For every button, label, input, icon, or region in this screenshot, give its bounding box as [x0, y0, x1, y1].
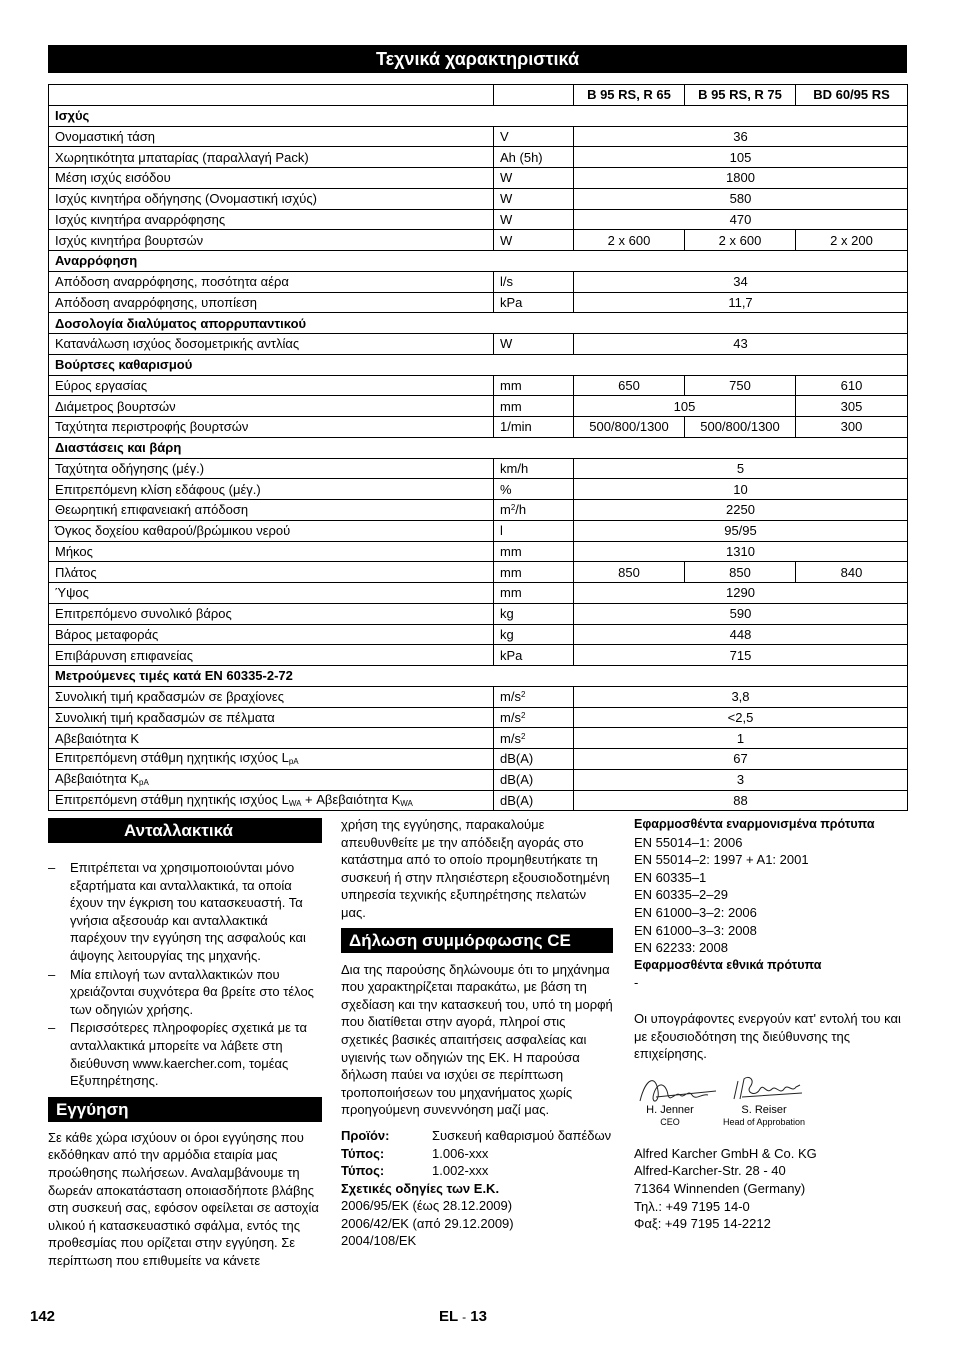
row-unit: W — [494, 334, 574, 355]
table-row — [49, 583, 908, 604]
list-item: – Μία επιλογή των ανταλλακτικών που χρειάζονται συχνότερα θα βρείτε στο τέλος των οδηγιών χρήσης. — [48, 966, 314, 1017]
standard-item: EN 55014–1: 2006 — [634, 834, 743, 850]
ce-text: Δια της παρούσης δηλώνουμε ότι το μηχάνημα που χαρακτηρίζεται παρακάτω, με βάση τη σχεδίαση και την κατασκευή του, υπό τη μορφή που διατίθεται στην αγορά, πληροί στις σχετικές βασικές απαιτήσεις ασφαλείας και υγιεινής των οδηγιών της ΕΚ. Η παρούσα δήλωση παύει να ισχύει σε περίπτωση τροποποιήσεων του μηχανήματος χωρίς προηγούμενη συνεννόηση μαζί μας. — [341, 961, 613, 1118]
table-row — [49, 458, 908, 479]
row-label: Μέση ισχύς εισόδου — [49, 168, 494, 189]
row-value: 3 — [574, 769, 908, 790]
row-unit: $m/s^2$ — [494, 707, 574, 728]
section-row — [49, 105, 908, 126]
row-label: Ισχύς κινητήρα βουρτσών — [49, 230, 494, 251]
row-value: 3,8 — [574, 686, 908, 707]
row-label: Επιτρεπόμενο συνολικό βάρος — [49, 603, 494, 624]
spare-parts-heading: Ανταλλακτικά — [48, 818, 322, 843]
table-row — [49, 375, 908, 396]
row-unit: W — [494, 188, 574, 209]
row-value: 715 — [574, 645, 908, 666]
table-row — [49, 396, 908, 417]
section-label: Βούρτσες καθαρισμού — [49, 354, 908, 375]
row-value: 470 — [574, 209, 908, 230]
row-unit: l — [494, 520, 574, 541]
row-value: 305 — [796, 396, 908, 417]
table-row — [49, 209, 908, 230]
row-value: 2250 — [574, 500, 908, 521]
signer-jenner — [634, 1104, 706, 1128]
row-value: 34 — [574, 271, 908, 292]
table-row — [49, 292, 908, 313]
signer-name: H. Jenner — [646, 1103, 694, 1116]
row-unit: mm — [494, 562, 574, 583]
table-row — [49, 686, 908, 707]
page-title: Τεχνικά χαρακτηριστικά — [48, 45, 907, 73]
section-row — [49, 251, 908, 272]
specs-table — [48, 84, 908, 811]
table-row — [49, 271, 908, 292]
directives-heading: Σχετικές οδηγίες των Ε.Κ. — [341, 1180, 500, 1196]
row-unit: km/h — [494, 458, 574, 479]
row-value: 36 — [574, 126, 908, 147]
row-label: Απόδοση αναρρόφησης, ποσότητα αέρα — [49, 271, 494, 292]
row-unit: $m/s^2$ — [494, 728, 574, 749]
row-label: Ταχύτητα περιστροφής βουρτσών — [49, 417, 494, 438]
row-unit: kg — [494, 603, 574, 624]
row-label: Όγκος δοχείου καθαρού/βρώμικου νερού — [49, 520, 494, 541]
row-unit: 1/min — [494, 417, 574, 438]
national-value: - — [634, 975, 639, 991]
row-label: Ισχύς κινητήρα αναρρόφησης — [49, 209, 494, 230]
row-label: Συνολική τιμή κραδασμών σε πέλματα — [49, 707, 494, 728]
directive-item: 2006/95/ΕΚ (έως 28.12.2009) — [341, 1198, 513, 1214]
table-header-row — [49, 85, 908, 106]
table-row — [49, 645, 908, 666]
row-value: 43 — [574, 334, 908, 355]
standard-item: EN 61000–3–3: 2008 — [634, 922, 757, 938]
list-item: – Περισσότερες πληροφορίες σχετικά με τα ανταλλακτικά μπορείτε να λάβετε στη διεύθυνση www.kaercher.com, τομέας Εξυπηρέτησης. — [48, 1020, 307, 1089]
row-label: Ισχύς κινητήρα οδήγησης (Ονομαστική ισχύς) — [49, 188, 494, 209]
row-label: Αβεβαιότητα K — [49, 728, 494, 749]
row-value: 2 x 600 — [574, 230, 685, 251]
section-row — [49, 354, 908, 375]
section-label: Αναρρόφηση — [49, 251, 908, 272]
section-label: Μετρούμενες τιμές κατά EN 60335-2-72 — [49, 666, 908, 687]
row-unit: mm — [494, 375, 574, 396]
row-label: Ταχύτητα οδήγησης (μέγ.) — [49, 458, 494, 479]
row-value: 850 — [685, 562, 796, 583]
table-row — [49, 334, 908, 355]
table-row — [49, 749, 908, 770]
row-value: 500/800/1300 — [685, 417, 796, 438]
standard-item: EN 62233: 2008 — [634, 940, 728, 956]
row-value: 10 — [574, 479, 908, 500]
table-row — [49, 624, 908, 645]
signatories-text: Οι υπογράφοντες ενεργούν κατ' εντολή του και με εξουσιοδότηση της διεύθυνσης της επιχείρησης. — [634, 1010, 901, 1062]
column-right — [634, 816, 906, 1233]
row-unit: kPa — [494, 645, 574, 666]
row-label: Θεωρητική επιφανειακή απόδοση — [49, 500, 494, 521]
row-value: 650 — [574, 375, 685, 396]
row-unit: dB(A) — [494, 790, 574, 811]
row-unit: dB(A) — [494, 749, 574, 770]
row-value: 610 — [796, 375, 908, 396]
row-value: 448 — [574, 624, 908, 645]
row-value: 67 — [574, 749, 908, 770]
row-label: Βάρος μεταφοράς — [49, 624, 494, 645]
row-label: Χωρητικότητα μπαταρίας (παραλλαγή Pack) — [49, 147, 494, 168]
column-left — [48, 818, 322, 1269]
row-label: Πλάτος — [49, 562, 494, 583]
row-unit: mm — [494, 541, 574, 562]
product-row: Προϊόν: Συσκευή καθαρισμού δαπέδων — [341, 1127, 612, 1143]
row-value: 105 — [574, 396, 796, 417]
table-row — [49, 790, 908, 811]
standard-item: EN 61000–3–2: 2006 — [634, 904, 757, 920]
row-label: Επιτρεπόμενη στάθμη ηχητικής ισχύος $L_{WA} + A\beta\varepsilon\beta\alpha\iota ό\tau\eta\tau\alpha$ $K_{WA}$ — [49, 790, 494, 811]
row-label: Ονομαστική τάση — [49, 126, 494, 147]
row-value: 1800 — [574, 168, 908, 189]
directive-item: 2004/108/ΕΚ — [341, 1233, 417, 1249]
section-label: Ισχύς — [49, 105, 908, 126]
row-value: 1310 — [574, 541, 908, 562]
row-unit: l/s — [494, 271, 574, 292]
row-value: 300 — [796, 417, 908, 438]
table-row — [49, 541, 908, 562]
row-value: 5 — [574, 458, 908, 479]
list-item: – Επιτρέπεται να χρησιμοποιούνται μόνο εξαρτήματα και ανταλλακτικά, τα οποία έχουν την έγκριση του κατασκευαστή. Τα γνήσια αξεσουάρ και ανταλλακτικά παρέχουν την εγγύηση της ασφαλούς και άψογης λειτουργίας της μηχανής. — [48, 860, 306, 963]
row-label: Εύρος εργασίας — [49, 375, 494, 396]
row-value: 500/800/1300 — [574, 417, 685, 438]
row-unit: $m^2/h$ — [494, 500, 574, 521]
row-value: 105 — [574, 147, 908, 168]
section-label: Δοσολογία διαλύματος απορρυπαντικού — [49, 313, 908, 334]
harmonised-heading: Εφαρμοσθέντα εναρμονισμένα πρότυπα — [634, 817, 875, 831]
warranty-heading: Εγγύηση — [48, 1097, 322, 1122]
footer-page-ref: EL - 13 — [439, 1308, 487, 1325]
row-label: Συνολική τιμή κραδασμών σε βραχίονες — [49, 686, 494, 707]
row-label: Επιτρεπόμενη κλίση εδάφους (μέγ.) — [49, 479, 494, 500]
row-unit: Ah (5h) — [494, 147, 574, 168]
table-row — [49, 168, 908, 189]
type-row: Τύπος: 1.006-xxx — [341, 1145, 489, 1161]
address-line: Φαξ: +49 7195 14-2212 — [634, 1216, 771, 1232]
row-value: 850 — [574, 562, 685, 583]
warranty-text: Σε κάθε χώρα ισχύουν οι όροι εγγύησης που εκδόθηκαν από την αρμόδια εταιρία μας προώθησης πωλήσεων. Αναλαμβάνουμε τη δωρεάν αποκατάσταση οποιασδήποτε βλάβης στη συσκευή σας, εφόσον οφείλεται σε αστοχία υλικού ή κατασκευαστικό σφάλμα, εντός της προθεσμίας που ορίζεται στην εγγύηση. Σε περίπτωση που επιθυμείτε να κάνετε — [48, 1129, 319, 1268]
standard-item: EN 60335–2–29 — [634, 887, 728, 903]
table-row — [49, 707, 908, 728]
standard-item: EN 55014–2: 1997 + A1: 2001 — [634, 852, 809, 868]
page-number: 142 — [30, 1308, 56, 1325]
table-row — [49, 603, 908, 624]
column-header: B 95 RS, R 75 — [685, 85, 796, 106]
table-row — [49, 479, 908, 500]
column-header: B 95 RS, R 65 — [574, 85, 685, 106]
ce-heading: Δήλωση συμμόρφωσης CE — [341, 928, 613, 953]
table-row — [49, 728, 908, 749]
row-unit: W — [494, 168, 574, 189]
row-unit: $m/s^2$ — [494, 686, 574, 707]
column-middle — [341, 816, 613, 1250]
row-unit: mm — [494, 396, 574, 417]
table-row — [49, 562, 908, 583]
row-value: 2 x 600 — [685, 230, 796, 251]
table-row — [49, 230, 908, 251]
section-label: Διαστάσεις και βάρη — [49, 437, 908, 458]
row-unit: V — [494, 126, 574, 147]
row-value: 750 — [685, 375, 796, 396]
row-unit: kg — [494, 624, 574, 645]
signer-role: CEO — [660, 1116, 680, 1127]
table-row — [49, 769, 908, 790]
national-heading: Εφαρμοσθέντα εθνικά πρότυπα — [634, 957, 822, 972]
row-unit: W — [494, 209, 574, 230]
row-unit: mm — [494, 583, 574, 604]
row-label: Απόδοση αναρρόφησης, υποπίεση — [49, 292, 494, 313]
row-value: 2 x 200 — [796, 230, 908, 251]
column-header: BD 60/95 RS — [796, 85, 908, 106]
standard-item: EN 60335–1 — [634, 869, 707, 885]
signer-role: Head of Approbation — [722, 1116, 806, 1127]
section-row — [49, 313, 908, 334]
row-value: 88 — [574, 790, 908, 811]
row-label: Μήκος — [49, 541, 494, 562]
row-value: 840 — [796, 562, 908, 583]
row-value: <2,5 — [574, 707, 908, 728]
signer-name: S. Reiser — [741, 1103, 787, 1116]
row-value: 580 — [574, 188, 908, 209]
row-label: Επιβάρυνση επιφανείας — [49, 645, 494, 666]
address-line: Alfred Karcher GmbH & Co. KG — [634, 1145, 817, 1161]
section-row — [49, 666, 908, 687]
row-unit: kPa — [494, 292, 574, 313]
table-row — [49, 520, 908, 541]
address-line: 71364 Winnenden (Germany) — [634, 1180, 806, 1196]
row-value: 11,7 — [574, 292, 908, 313]
table-row — [49, 500, 908, 521]
row-unit: dB(A) — [494, 769, 574, 790]
signer-reiser — [722, 1104, 806, 1128]
row-label: Διάμετρος βουρτσών — [49, 396, 494, 417]
warranty-continuation: χρήση της εγγύησης, παρακαλούμε απευθυνθείτε με την απόδειξη αγοράς στο κατάστημα από το οποίο προμηθευτήκατε τη συσκευή ή στην πλησιέστερη εξουσιοδοτημένη υπηρεσία τεχνικής εξυπηρέτησης πελατών μας. — [341, 817, 610, 920]
row-label: Κατανάλωση ισχύος δοσομετρικής αντλίας — [49, 334, 494, 355]
directive-item: 2006/42/ΕΚ (από 29.12.2009) — [341, 1215, 514, 1231]
row-unit: W — [494, 230, 574, 251]
signatures — [634, 1073, 906, 1131]
type-row: Τύπος: 1.002-xxx — [341, 1163, 489, 1179]
address-line: Τηλ.: +49 7195 14-0 — [634, 1198, 750, 1214]
row-value: 95/95 — [574, 520, 908, 541]
row-label: Αβεβαιότητα $K_{pA}$ — [49, 769, 494, 790]
section-row — [49, 437, 908, 458]
row-value: 1 — [574, 728, 908, 749]
table-row — [49, 188, 908, 209]
address-line: Alfred-Karcher-Str. 28 - 40 — [634, 1163, 786, 1179]
row-value: 1290 — [574, 583, 908, 604]
signature-reiser — [730, 1073, 810, 1105]
row-unit: % — [494, 479, 574, 500]
row-label: Ύψος — [49, 583, 494, 604]
row-label: Επιτρεπόμενη στάθμη ηχητικής ισχύος $L_{pA}$ — [49, 749, 494, 770]
table-row — [49, 147, 908, 168]
table-row — [49, 126, 908, 147]
row-value: 590 — [574, 603, 908, 624]
table-row — [49, 417, 908, 438]
